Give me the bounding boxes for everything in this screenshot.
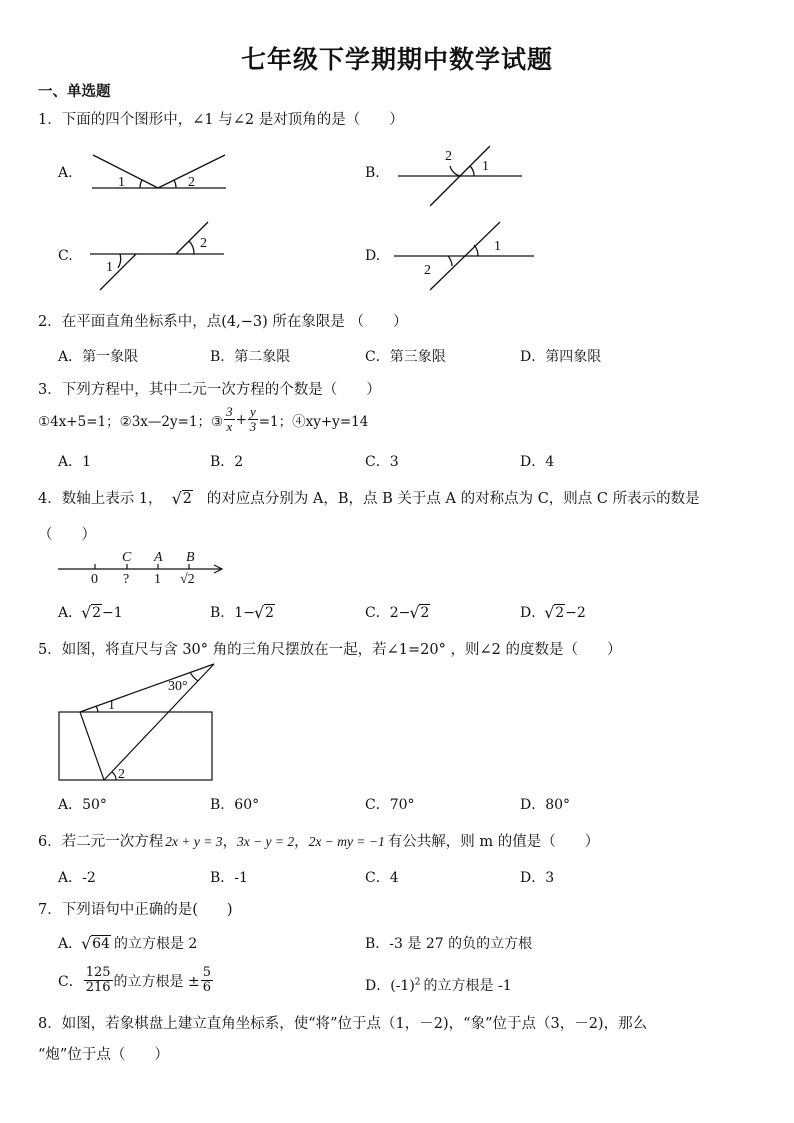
- q4-stem-a: 4．数轴上表示 1，: [38, 491, 163, 507]
- q4-sqrt-value: 2: [182, 491, 192, 507]
- q7a-sqrt: [82, 936, 111, 952]
- q6-option-a[interactable]: A．-2: [58, 870, 96, 886]
- q7-option-a[interactable]: [58, 933, 197, 953]
- q6-option-d[interactable]: D．3: [520, 870, 555, 886]
- q3-option-a[interactable]: A．1: [58, 454, 92, 470]
- q4b-root: 2: [264, 605, 274, 621]
- q6-eq-1: 2x + y = 3: [165, 834, 223, 849]
- q7d-text: 的立方根是 -1: [423, 978, 512, 994]
- q4c-root: 2: [420, 605, 430, 621]
- q3-eq-text-1: ①4x+5=1；②3x—2y=1；③: [38, 413, 224, 430]
- q5-angle-1: 1: [108, 698, 115, 713]
- q6-sep-2: ，: [294, 834, 309, 850]
- q6-option-b[interactable]: B．-1: [210, 870, 248, 886]
- question-3-stem: 3．下列方程中，其中二元一次方程的个数是（ ）: [38, 382, 381, 398]
- q4-tick-sqrt2: √2: [180, 572, 195, 587]
- q3-frac-1-den: x: [226, 419, 233, 434]
- q4d-label: D．: [520, 605, 546, 621]
- q5-option-b[interactable]: B．60°: [210, 797, 260, 813]
- q5-option-c[interactable]: C．70°: [365, 797, 415, 813]
- question-6-stem: [38, 830, 599, 851]
- q6-eq-3: 2x − my = −1: [308, 834, 385, 849]
- q7c-den2: 6: [202, 980, 212, 995]
- q5-option-d[interactable]: D．80°: [520, 797, 571, 813]
- q1a-angle-2: 2: [188, 175, 195, 190]
- question-5-stem: 5．如图，将直尺与含 30° 角的三角尺摆放在一起，若∠1=20° ，则∠2 的度数是（ ）: [38, 642, 622, 658]
- question-7-stem: 7．下列语句中正确的是( ): [38, 902, 233, 918]
- q7c-label: C．: [58, 973, 83, 990]
- q6-sep-1: ，: [222, 834, 237, 850]
- q7-option-c[interactable]: [58, 966, 214, 995]
- q7a-root: 64: [92, 936, 110, 952]
- q6-stem-a: 6．若二元一次方程: [38, 834, 164, 850]
- q7c-frac-2: [201, 966, 213, 995]
- q4c-pre: 2−: [389, 605, 411, 621]
- q4a-label: A．: [58, 605, 83, 621]
- q1-label-a: A.: [58, 165, 73, 181]
- q7-option-d[interactable]: [365, 975, 512, 995]
- q1b-angle-2: 2: [445, 149, 452, 164]
- q2-option-c[interactable]: C．第三象限: [365, 349, 446, 365]
- q5-angle-2: 2: [118, 767, 125, 782]
- q1-label-d: D.: [365, 248, 381, 264]
- q7-option-b[interactable]: B．-3 是 27 的负的立方根: [365, 936, 533, 952]
- question-2-stem: 2．在平面直角坐标系中，点(4,−3) 所在象限是 （ ）: [38, 314, 408, 330]
- q3-option-c[interactable]: C．3: [365, 454, 399, 470]
- question-8-stem-2: “炮”位于点（ ）: [38, 1047, 169, 1063]
- q6-option-c[interactable]: C．4: [365, 870, 399, 886]
- q4-paren: （ ）: [38, 527, 96, 543]
- q1b-angle-1: 1: [482, 159, 489, 174]
- q6-eq-2: 3x − y = 2: [236, 834, 295, 849]
- q3-option-d[interactable]: D．4: [520, 454, 555, 470]
- q4-tick-q: ?: [123, 572, 130, 587]
- q1-label-c: C.: [58, 248, 73, 264]
- q4-point-a: A: [154, 550, 163, 565]
- q2-option-b[interactable]: B．第二象限: [210, 349, 291, 365]
- q2-option-a[interactable]: A．第一象限: [58, 349, 139, 365]
- q4d-root: 2: [555, 605, 565, 621]
- q4a-post: −1: [102, 605, 123, 621]
- q4b-pre: 1−: [234, 605, 255, 621]
- question-8-stem: 8．如图，若象棋盘上建立直角坐标系，使“将”位于点（1，－2)，“象”位于点（3，－2)，那么: [38, 1016, 648, 1032]
- q4b-label: B．: [210, 605, 235, 621]
- q7c-den: 216: [85, 980, 111, 995]
- q7d-label: D．: [365, 978, 391, 994]
- q3-frac-2-den: 3: [249, 419, 257, 434]
- q5-angle-30: 30°: [168, 679, 188, 694]
- q4d-post: −2: [565, 605, 586, 621]
- q7c-num2: 5: [202, 965, 212, 980]
- q2-option-d[interactable]: D．第四象限: [520, 349, 602, 365]
- q5-option-a[interactable]: A．50°: [58, 797, 107, 813]
- q3-option-b[interactable]: B．2: [210, 454, 244, 470]
- page-title: 七年级下学期期中数学试题: [240, 45, 553, 74]
- q4-point-c: C: [122, 550, 132, 565]
- q1a-angle-1: 1: [118, 175, 125, 190]
- q7c-frac-1: [84, 966, 113, 995]
- q1-label-b: B.: [365, 165, 380, 181]
- q7a-label: A．: [58, 936, 83, 952]
- q7d-base: (-1): [390, 978, 415, 994]
- q1c-angle-1: 1: [106, 260, 113, 275]
- q4-stem-b: 的对应点分别为 A，B，点 B 关于点 A 的对称点为 C，则点 C 所表示的数是: [206, 491, 700, 507]
- section-heading: 一、单选题: [38, 83, 111, 100]
- q3-frac-1-num: 3: [226, 404, 233, 419]
- q6-stem-b: 有公共解，则 m 的值是（ ）: [387, 834, 600, 850]
- q4-point-b: B: [186, 550, 195, 565]
- q4-tick-1: 1: [154, 572, 161, 587]
- q1d-angle-1: 1: [494, 239, 501, 254]
- q7c-num: 125: [85, 965, 111, 980]
- q4a-root: 2: [92, 605, 102, 621]
- q3-plus: +: [235, 411, 247, 428]
- question-1-stem: 1．下面的四个图形中，∠1 与∠2 是对顶角的是（ ）: [38, 112, 404, 128]
- q3-frac-2-num: y: [249, 404, 256, 419]
- q4-tick-0: 0: [91, 572, 98, 587]
- q1c-angle-2: 2: [200, 236, 207, 251]
- q7a-text: 的立方根是 2: [113, 936, 198, 952]
- q4c-label: C．: [365, 605, 390, 621]
- q1d-angle-2: 2: [424, 263, 431, 278]
- q7d-exp: 2: [414, 977, 421, 988]
- q7c-text: 的立方根是 ±: [113, 973, 200, 990]
- q3-eq-text-2: =1；④xy+y=14: [258, 413, 369, 430]
